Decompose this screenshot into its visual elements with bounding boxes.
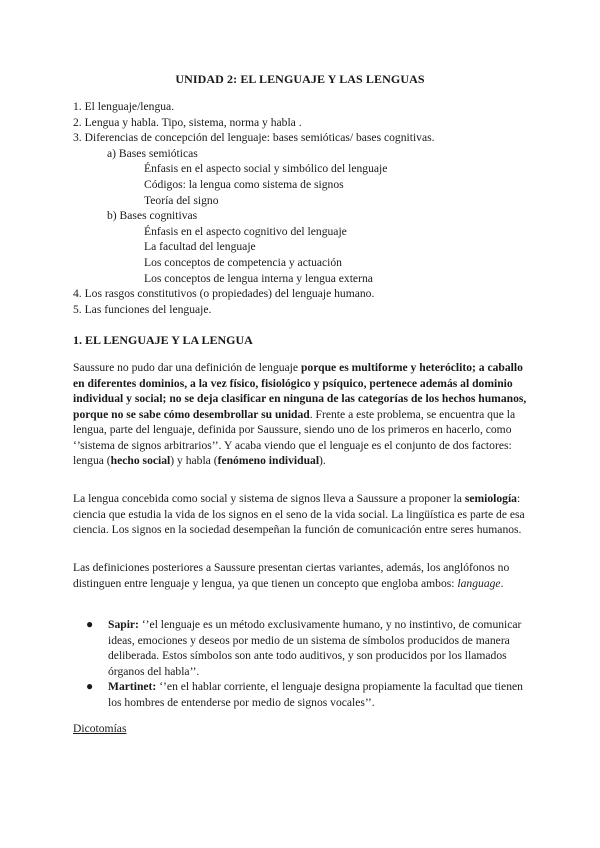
paragraph-text: . Frente a este problema, se encuentra que la lengua, parte del lenguaje, definida por Saussure, siendo uno de los primeros en hacerlo, como ‘’sistema de signos arbitrarios’’. Y acaba viendo que el lenguaje es el conjunto de dos factores: lengua ( <box>73 407 516 467</box>
unit-title: UNIDAD 2: EL LENGUAJE Y LAS LENGUAS <box>175 72 425 86</box>
paragraph-saussure <box>73 360 533 469</box>
italic-text: language <box>457 576 501 590</box>
toc-item: 3. Diferencias de concepción del lenguaje: bases semióticas/ bases cognitivas. <box>73 131 435 145</box>
bold-text: hecho social <box>110 454 171 467</box>
toc-subitem: a) Bases semióticas <box>107 146 198 160</box>
paragraph-text: Saussure no pudo dar una definición de lenguaje <box>73 361 301 374</box>
toc-subsubitem: La facultad del lenguaje <box>144 240 256 254</box>
bullet-quote: ‘’en el hablar corriente, el lenguaje designa propiamente la facultad que tienen los hombres de entenderse por medio de signos vocales’’. <box>108 680 523 709</box>
bold-text: fenómeno individual <box>217 454 320 467</box>
toc-item: 1. El lenguaje/lengua. <box>73 100 175 113</box>
paragraph-text: ). <box>319 454 326 467</box>
bullet-text <box>108 617 526 679</box>
table-of-contents <box>73 99 533 317</box>
toc-subsubitem: Los conceptos de lengua interna y lengua externa <box>144 271 373 285</box>
toc-subsubitem: Teoría del signo <box>144 193 219 207</box>
toc-subsubitem: Códigos: la lengua como sistema de signos <box>144 177 344 191</box>
paragraph-semiologia <box>73 491 533 538</box>
bullet-author: Sapir: <box>108 618 139 631</box>
toc-item: 5. Las funciones del lenguaje. <box>73 302 212 316</box>
paragraph-text: Las definiciones posteriores a Saussure presentan ciertas variantes, además, los anglófonos no distinguen entre lenguaje y lengua, ya que tienen un concepto que engloba ambos: <box>73 561 510 590</box>
subheading-dicotomias: Dicotomías <box>73 722 127 735</box>
bullet-text <box>108 679 526 710</box>
toc-item: 4. Los rasgos constitutivos (o propiedades) del lenguaje humano. <box>73 287 375 301</box>
bullet-icon: ● <box>86 679 94 693</box>
toc-subsubitem: Énfasis en el aspecto cognitivo del lenguaje <box>144 224 347 238</box>
bold-text: porque es multiforme y heteróclito; a caballo en diferentes dominios, a la vez físico, fisiológico y psíquico, pertenece además al dominio individual y social; no se deja clasificar en ninguna de las categorías de los hechos humanos, porque no se sabe cómo desembrollar su unidad <box>73 361 527 421</box>
bullet-icon: ● <box>86 617 94 631</box>
bullet-quote: ‘’el lenguaje es un método exclusivamente humano, y no instintivo, de comunicar ideas, emociones y deseos por medio de un sistema de símbolos producidos de manera deliberada. Estos símbolos son ante todo auditivos, y son producidos por los llamados órganos del habla’’. <box>108 618 522 678</box>
paragraph-definiciones <box>73 560 533 591</box>
toc-subitem: b) Bases cognitivas <box>107 209 198 223</box>
bold-text: semiología <box>464 492 517 505</box>
toc-item: 2. Lengua y habla. Tipo, sistema, norma y habla . <box>73 115 302 129</box>
paragraph-text: ) y habla ( <box>170 454 218 467</box>
paragraph-text: . <box>500 576 504 590</box>
toc-subsubitem: Énfasis en el aspecto social y simbólico del lenguaje <box>144 162 388 176</box>
paragraph-text: La lengua concebida como social y sistema de signos lleva a Saussure a proponer la <box>73 492 465 505</box>
bullet-author: Martinet: <box>108 680 157 693</box>
paragraph-text: : ciencia que estudia la vida de los signos en el seno de la vida social. La lingüística es parte de esa ciencia. Los signos en la sociedad desempeñan la función de comunicación entre seres humanos. <box>73 492 525 536</box>
section-heading: 1. EL LENGUAJE Y LA LENGUA <box>73 333 253 347</box>
toc-subsubitem: Los conceptos de competencia y actuación <box>144 255 342 269</box>
